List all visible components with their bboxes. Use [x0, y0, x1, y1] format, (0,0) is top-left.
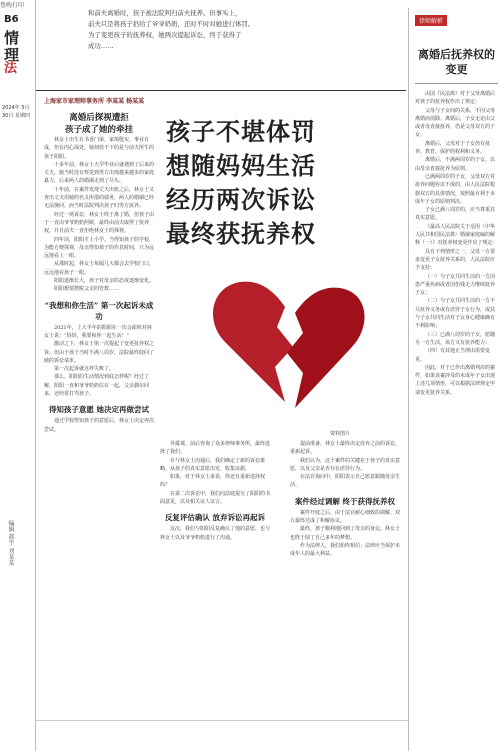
article-left-column: [44, 112, 154, 434]
headline-line: 经历两次诉讼: [166, 185, 316, 214]
paragraph: 第一次起诉就这样失败了。: [54, 366, 115, 373]
article-subhead: 得知孩子意愿 她决定再做尝试: [48, 405, 150, 415]
article-paragraphs: [44, 324, 154, 399]
page-rail: [0, 0, 36, 751]
paragraph: 这次，我们与阳阳反复确认了他的意愿，也与林女士以及爷爷奶奶进行了沟通。: [160, 526, 271, 541]
article-paragraphs: [160, 525, 270, 542]
editor-credit: 编辑 郝宇 刘某某: [7, 520, 14, 566]
article-paragraphs: [290, 509, 400, 559]
main-headline: [166, 115, 341, 251]
paragraph: 离婚后，父母对于子女仍有抚养、教育、保护的权利和义务。: [415, 140, 491, 156]
headline-line: 想随妈妈生活: [166, 151, 316, 180]
paragraph: 《最高人民法院关于适用〈中华人民共和国民法典〉婚姻家庭编的解释（一）》对抚养权变更作出了规定：: [415, 223, 498, 247]
paragraph: 因此，对于已作出离婚判决的案件，如果该案涉及的未成年子女出现上述几项情形，可以根据法律规定申请变更抚养关系。: [415, 364, 496, 396]
paragraph: 具有下列情形之一，父母一方要求变更子女抚养关系的，人民法院应予支持：: [415, 248, 496, 272]
article-middle-column: [160, 440, 270, 542]
paragraph: 作为法律人，我们始终相信：法律应当保护未成年人的最大利益。: [290, 542, 401, 558]
broken-heart-icon: [205, 262, 365, 412]
paragraph: 经过一场诉讼，林女士终于离了婚，但孩子由于一直由爷爷奶奶照顾，最终由前夫取得了抚养权，并且前夫一直拒绝林女士的探视。: [44, 211, 155, 235]
paragraph: 在法官询问中，阳阳表示自己愿意跟随母亲生活。: [290, 474, 401, 489]
intro-line: 成功……: [88, 42, 114, 50]
intro-line: 和前夫离婚时，孩子被法院判归前夫抚养。但事实上，: [88, 9, 242, 17]
page-number: B6: [4, 14, 19, 25]
paragraph: 案件开庭之后，由于法官耐心细致的调解，双方最终达成了和解协议。: [290, 509, 401, 525]
article-subhead: “我想和你生活” 第一次起诉未成功: [44, 300, 154, 321]
paragraph: 已满两周岁的子女，父母双方对抚养问题协议不成的，由人民法院根据双方的具体情况，按照最有利于未成年子女的原则判决。: [415, 173, 496, 205]
paragraph: 那么，阳阳的生活情况到底怎样呢？经过了解，阳阳一直和爷爷奶奶住在一起，父亲偶尔回来，还经常打骂孩子。: [44, 374, 150, 398]
paragraph: （四）有其他正当理由需要变更。: [415, 348, 491, 363]
intro-line: 为了变更孩子的抚养权，她两次提起诉讼，终于获得了: [88, 31, 242, 39]
intro-text: [88, 8, 388, 52]
footer-divider: [36, 720, 408, 721]
article-right-column: [290, 440, 400, 559]
article-paragraphs: [44, 136, 154, 294]
column-tag: 律师解析: [415, 15, 447, 26]
article-paragraphs: [44, 417, 154, 434]
paragraph: 提前准备，林女士最终决定放弃之前的诉讼，重新起诉。: [290, 441, 401, 456]
paragraph: 十年前，在案件发现丈夫出轨之后，林女士又查出丈夫用她的名义所借的债务。两人的婚姻已经无法挽回，而当时法院判决孩子归男方抚养。: [44, 186, 155, 210]
paragraph: 四年前，阳阳才上小学。当得知孩子的学校，为能方便探视，母亲得知孩子的作息时间，只为远远地看上一眼。: [44, 236, 155, 260]
paragraph: （二）与子女共同生活的一方不尽抚养义务或有虐待子女行为，或其与子女共同生活对子女身心健康确有不利影响；: [415, 298, 496, 330]
lawyer-analysis-column: [408, 8, 498, 751]
intro-line: 前夫只是将孩子扔给了爷爷奶奶，还时不时对她进行体罚。: [88, 20, 255, 28]
paragraph: 由国《民法典》对于父母离婚后对孩子的抚养权作出了规定：: [415, 91, 496, 106]
section-title-accent: 法: [4, 61, 18, 76]
headline-line: 孩子不堪体罚: [166, 117, 316, 146]
law-firm-credit: 上海家市家理师事务所 李某某 杨某某: [44, 98, 145, 105]
paragraph: 外援课，前后咨询了众多律师事务所，最终选择了我们。: [160, 441, 271, 456]
article-subhead: 案件经过调解 终于获得抚养权: [294, 496, 396, 506]
paragraph: 在第二次诉讼中，我们向法庭提交了阳阳的书面意见，以及相关证人证言。: [160, 490, 271, 506]
paragraph: 阳阳逐渐长大，孩子对母亲的态度逐渐变化。: [54, 278, 155, 285]
paragraph: 从那时起，林女士每隔几天都会去学校门口，远远地看孩子一眼。: [44, 261, 155, 276]
issue-date: 2024年 5月30日 星期四: [2, 105, 30, 119]
paragraph: 我们认为，这个案件的关键在于孩子的真实意愿，以及父亲是否存在虐待行为。: [290, 457, 401, 472]
article-subtitle: 离婚后探视遭拒: [69, 113, 129, 123]
section-title: 情理: [4, 29, 20, 64]
paragraph: （一）与子女共同生活的一方因患严重疾病或者因伤残无力继续抚养子女；: [415, 273, 496, 297]
paragraph: 十多年前，林女士大学毕业后就遇到了后来的丈夫。她当时没有察觉到男方出现越来越多的家庭暴力，后来两人的婚姻走到了尽头。: [44, 161, 155, 185]
photo-credit: 资料图片: [330, 431, 351, 437]
paragraph: 通过学校得知孩子的意愿后，林女士决定再次尝试。: [44, 418, 155, 433]
column-divider: [415, 83, 498, 84]
paragraph: 最终，孩子顺利地回到了母亲的身边。林女士也终于圆了自己多年的梦想。: [290, 526, 401, 541]
paragraph: 父母与子女间的关系，不因父母离婚而消除。离婚后，子女无论由父或者母直接抚养，仍是父母双方的子女。: [415, 107, 496, 139]
paragraph: （三）已满八周岁的子女，愿随另一方生活，该方又有抚养能力；: [415, 331, 496, 346]
paragraph: 在与林女士沟通后，我们确定了新的诉讼策略，从孩子的真实意愿出发，收集证据。: [160, 457, 266, 472]
column-title: 离婚后抚养权的变更: [418, 48, 495, 76]
paragraph: 阳阳想要摆脱父亲的管教……: [54, 286, 120, 293]
column-body: [415, 90, 498, 397]
paragraph: 林女士出生在书香门第，家境殷实，事业有成，但在内心深处，她却放不下的是与前夫所生的孩子阳阳。: [44, 137, 155, 160]
paragraph: 激动之下，林女士第一次提起了变更抚养权之诉。但由于孩子当时不满八周岁，法院最终驳回了她的诉讼请求。: [44, 341, 155, 364]
paragraph: 如果，对于林女士来说，你还有重新选择权吗？: [160, 474, 266, 489]
paragraph: 离婚后，不满两周岁的子女，以由母亲直接抚养为原则。: [415, 157, 496, 172]
paragraph: 2021年，上大半年的阳阳在一次会面时对林女士说：“妈妈，我要和你一起生活！”: [44, 324, 152, 339]
corner-tag: 鲁晚打印: [0, 2, 25, 9]
article-paragraphs: [160, 440, 270, 506]
header-divider: [36, 90, 406, 91]
paragraph: 子女已满八周岁的，应当尊重其真实意愿。: [415, 207, 496, 222]
headline-line: 最终获抚养权: [166, 219, 316, 248]
article-subtitle: 孩子成了她的牵挂: [64, 125, 133, 135]
article-subhead: 反复评估确认 放弃诉讼再起诉: [164, 513, 266, 523]
article-paragraphs: [290, 440, 400, 490]
